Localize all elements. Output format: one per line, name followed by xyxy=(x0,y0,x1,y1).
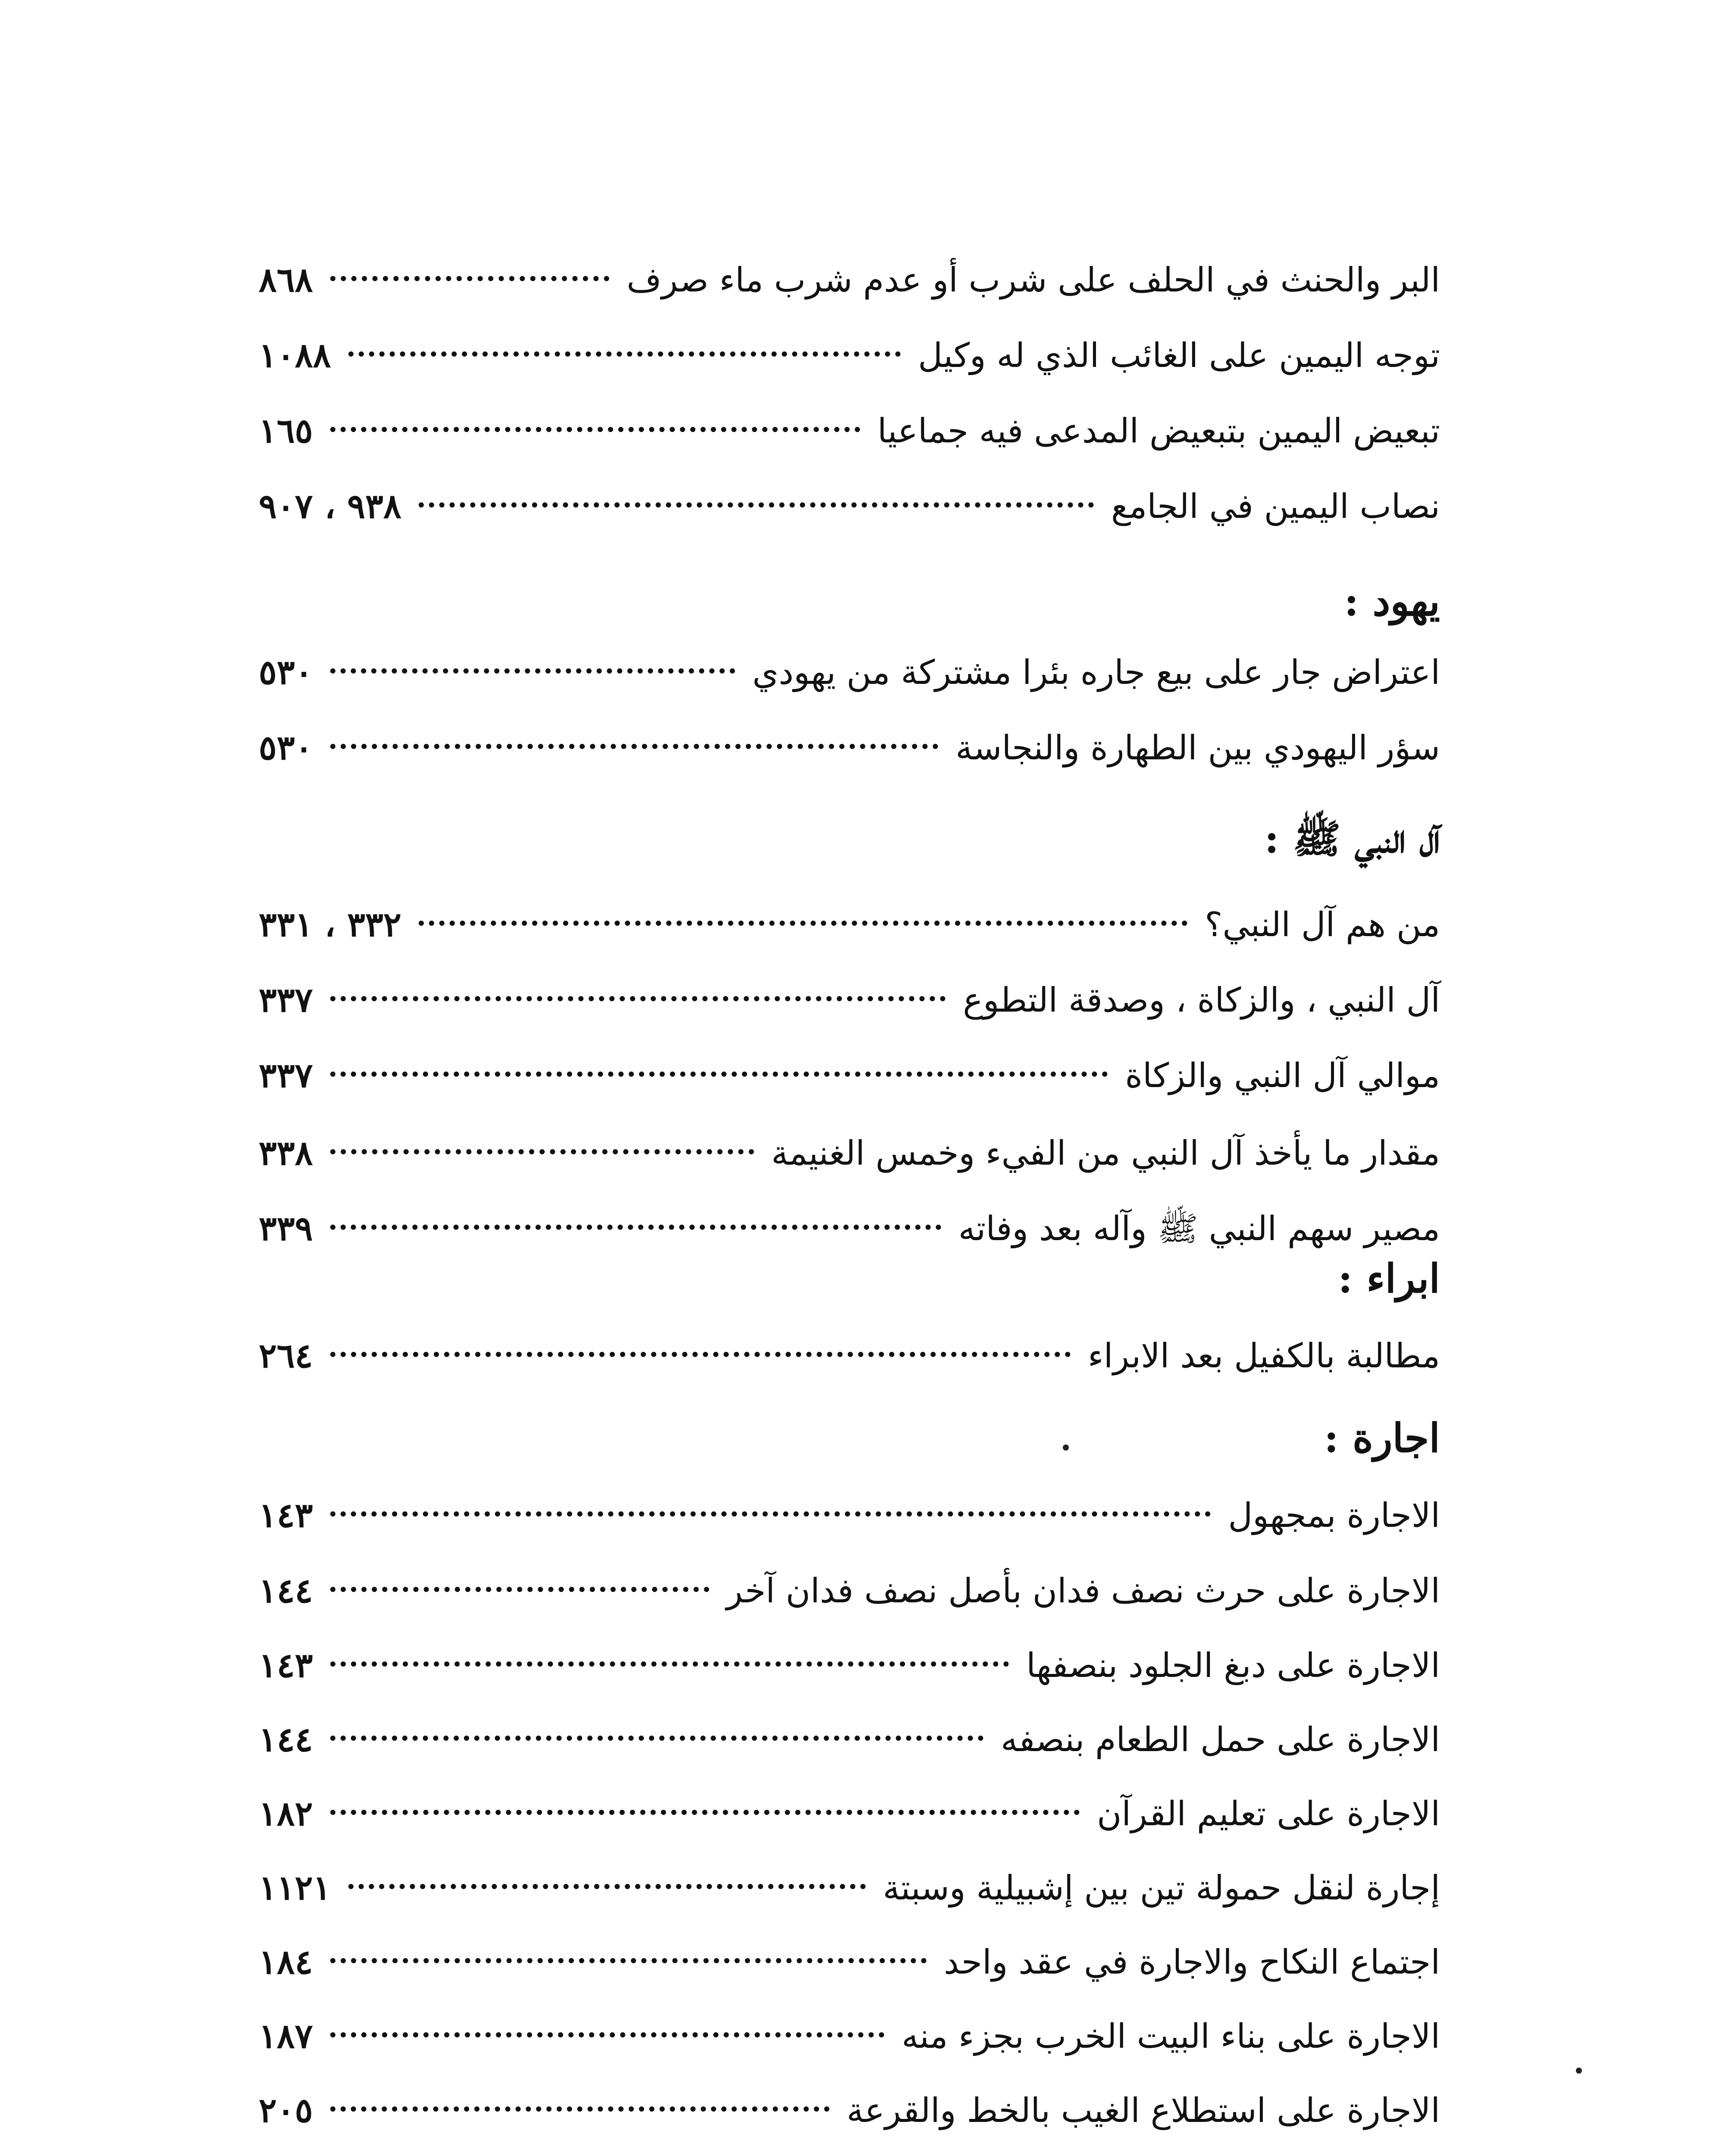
entry-text: من هم آل النبي؟ xyxy=(1205,906,1440,944)
stray-dot xyxy=(1576,2068,1582,2074)
index-entry xyxy=(259,977,1440,1024)
entry-text: مقدار ما يأخذ آل النبي من الفيء وخمس الغنيمة xyxy=(771,1134,1440,1173)
entry-page-number: ١٦٥ xyxy=(259,411,313,451)
entry-page-number: ٥٣٠ xyxy=(259,653,313,692)
entry-page-number: ١٤٤ xyxy=(259,1571,313,1611)
dot-leader xyxy=(348,351,901,357)
index-entry xyxy=(259,649,1440,696)
dot-leader xyxy=(330,2032,885,2037)
index-entry xyxy=(259,1790,1440,1838)
entry-text: اجتماع النكاح والاجارة في عقد واحد xyxy=(943,1943,1440,1982)
dot-leader xyxy=(330,1587,709,1592)
section-heading: آل النبي ﷺ : xyxy=(1264,815,1440,862)
entry-text: مطالبة بالكفيل بعد الابراء xyxy=(1088,1337,1440,1376)
dot-leader xyxy=(330,1511,1211,1517)
dot-leader xyxy=(330,1661,1009,1667)
dot-leader xyxy=(330,1149,754,1154)
dot-leader xyxy=(348,1884,866,1889)
entry-text: موالي آل النبي والزكاة xyxy=(1125,1056,1440,1095)
entry-text: الاجارة على تعليم القرآن xyxy=(1097,1795,1440,1833)
index-entry xyxy=(259,724,1440,772)
entry-page-number: ١٨٤ xyxy=(259,1943,313,1982)
entry-page-number: ٣٣٧ xyxy=(259,981,313,1020)
dot-leader xyxy=(419,502,1094,508)
entry-page-number: ١٨٢ xyxy=(259,1794,313,1833)
index-entry xyxy=(259,901,1440,949)
index-entry xyxy=(259,1865,1440,1912)
entry-page-number: ٢٠٥ xyxy=(259,2091,313,2130)
dot-leader xyxy=(330,1072,1108,1077)
entry-page-number: ١٤٣ xyxy=(259,1646,313,1685)
section-heading: ابراء : xyxy=(1338,1255,1440,1302)
entry-text: البر والحنث في الحلف على شرب أو عدم شرب ماء صرف xyxy=(626,261,1440,300)
dot-leader xyxy=(330,1810,1080,1815)
entry-page-number: ١٠٨٨ xyxy=(259,336,331,375)
index-entry xyxy=(259,1052,1440,1100)
entry-page-number: ٣٣٧ xyxy=(259,1056,313,1095)
entry-page-number: ١٨٧ xyxy=(259,2017,313,2056)
dot-leader xyxy=(330,1736,983,1741)
entry-page-number: ٢٦٤ xyxy=(259,1336,313,1376)
index-entry xyxy=(259,332,1440,379)
entry-text: نصاب اليمين في الجامع xyxy=(1111,487,1440,526)
entry-page-number: ٥٣٠ xyxy=(259,728,313,768)
entry-text: مصير سهم النبي ﷺ وآله بعد وفاته xyxy=(958,1210,1440,1248)
entry-page-number: ١٤٣ xyxy=(259,1496,313,1535)
entry-text: إجارة لنقل حمولة تين بين إشبيلية وسبتة xyxy=(883,1869,1440,1908)
index-entry xyxy=(259,257,1440,304)
entry-page-number: ٣٣٢ ، ٣٣١ xyxy=(259,905,401,944)
dot-leader xyxy=(330,276,610,281)
entry-text: توجه اليمين على الغائب الذي له وكيل xyxy=(918,336,1440,375)
index-entry xyxy=(259,1332,1440,1380)
dot-leader xyxy=(330,2106,830,2112)
entry-text: الاجارة على حرث نصف فدان بأصل نصف فدان آخر xyxy=(726,1572,1440,1611)
entry-text: الاجارة بمجهول xyxy=(1228,1496,1440,1535)
dot-leader xyxy=(330,668,735,674)
entry-page-number: ٣٣٩ xyxy=(259,1209,313,1248)
dot-leader xyxy=(330,1958,927,1963)
entry-text: تبعيض اليمين بتبعيض المدعى فيه جماعيا xyxy=(877,412,1440,451)
entry-page-number: ١١٢١ xyxy=(259,1868,331,1908)
stray-dot xyxy=(1063,1445,1069,1451)
section-heading: يهود : xyxy=(1344,578,1440,625)
dot-leader xyxy=(330,1352,1071,1357)
index-entry xyxy=(259,1939,1440,1986)
entry-page-number: ١٤٤ xyxy=(259,1720,313,1759)
entry-page-number: ٣٣٨ xyxy=(259,1134,313,1173)
entry-text: الاجارة على بناء البيت الخرب بجزء منه xyxy=(902,2017,1440,2056)
index-entry xyxy=(259,483,1440,530)
dot-leader xyxy=(330,744,939,749)
index-entry xyxy=(259,1205,1440,1253)
index-entry xyxy=(259,1567,1440,1615)
entry-text: آل النبي ، والزكاة ، وصدقة التطوع xyxy=(963,981,1440,1020)
entry-page-number: ٩٣٨ ، ٩٠٧ xyxy=(259,487,401,526)
entry-text: اعتراض جار على بيع جاره بئرا مشتركة من يهودي xyxy=(752,653,1440,692)
entry-text: سؤر اليهودي بين الطهارة والنجاسة xyxy=(955,729,1440,768)
dot-leader xyxy=(330,996,946,1001)
entry-text: الاجارة على حمل الطعام بنصفه xyxy=(1001,1720,1440,1759)
index-entry xyxy=(259,1716,1440,1764)
index-entry xyxy=(259,2087,1440,2134)
dot-leader xyxy=(330,427,860,432)
entry-text: الاجارة على دبغ الجلود بنصفها xyxy=(1026,1646,1440,1685)
entry-page-number: ٨٦٨ xyxy=(259,260,313,300)
index-entry xyxy=(259,1642,1440,1689)
index-entry xyxy=(259,407,1440,455)
dot-leader xyxy=(330,1225,941,1230)
index-entry xyxy=(259,1130,1440,1177)
section-heading: اجارة : xyxy=(1324,1415,1440,1461)
index-entry xyxy=(259,1492,1440,1539)
dot-leader xyxy=(419,921,1187,926)
index-entry xyxy=(259,2013,1440,2060)
entry-text: الاجارة على استطلاع الغيب بالخط والقرعة xyxy=(846,2091,1440,2130)
